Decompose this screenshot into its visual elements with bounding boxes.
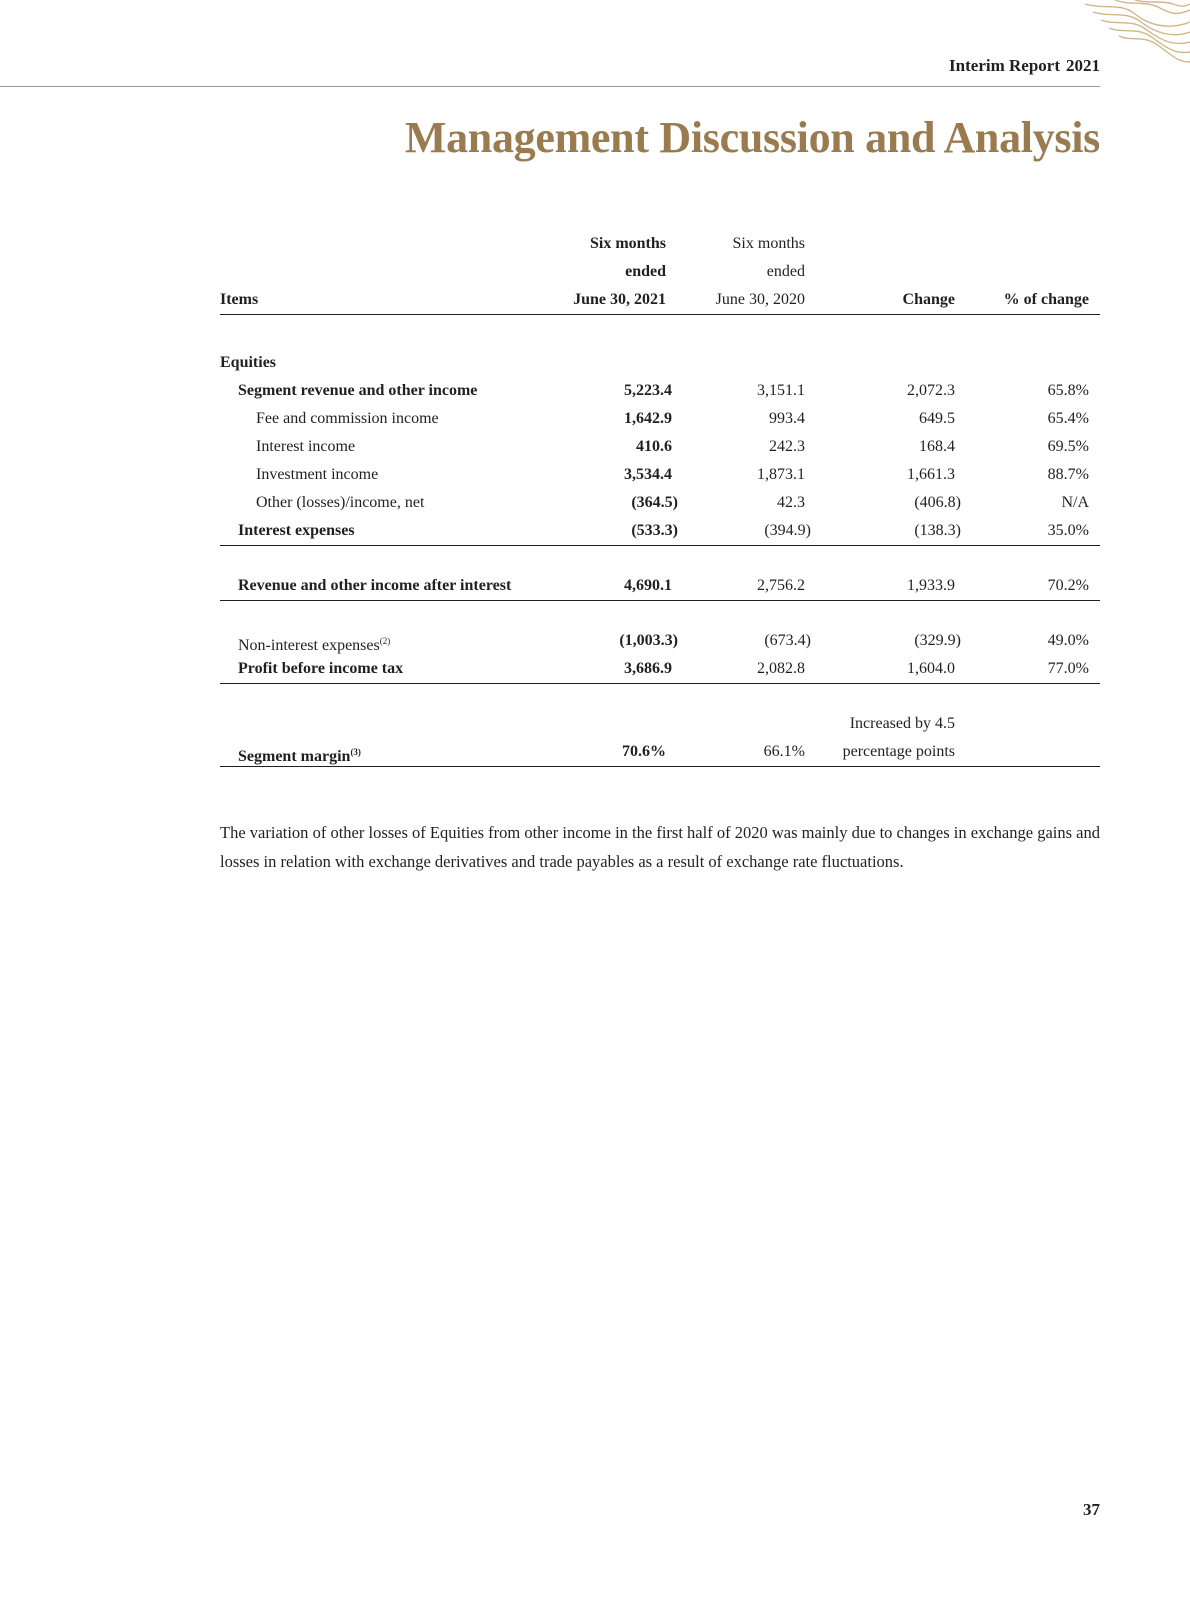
row-label: Profit before income tax bbox=[238, 660, 404, 677]
page-header bbox=[0, 0, 1100, 87]
value-2021: 410.6 bbox=[636, 438, 672, 455]
table-row bbox=[220, 461, 1100, 489]
table-row bbox=[220, 655, 1100, 684]
value-change: 168.4 bbox=[919, 438, 955, 455]
table-row bbox=[220, 433, 1100, 461]
value-2021: (533.3) bbox=[631, 522, 678, 539]
value-pct: 88.7% bbox=[1047, 466, 1089, 483]
value-change: (406.8) bbox=[914, 494, 961, 511]
value-2021: (364.5) bbox=[631, 494, 678, 511]
report-year: 2021 bbox=[1066, 56, 1100, 75]
value-change: (329.9) bbox=[914, 632, 961, 649]
footnote-ref: (3) bbox=[350, 747, 361, 757]
value-2020: 993.4 bbox=[769, 410, 805, 427]
table-header bbox=[220, 230, 1100, 315]
table-row bbox=[220, 377, 1100, 405]
value-2021: 3,534.4 bbox=[624, 466, 672, 483]
header-change: Change bbox=[902, 291, 955, 308]
value-pct: 69.5% bbox=[1047, 438, 1089, 455]
segment-margin-2021: 70.6% bbox=[622, 743, 666, 760]
header-pct-change: % of change bbox=[1003, 291, 1089, 308]
value-pct: 77.0% bbox=[1047, 660, 1089, 677]
value-2020: 2,082.8 bbox=[757, 660, 805, 677]
header-2020-line1: Six months bbox=[732, 235, 805, 252]
row-label: Segment revenue and other income bbox=[238, 382, 478, 399]
row-label: Investment income bbox=[256, 466, 379, 483]
value-pct: 65.4% bbox=[1047, 410, 1089, 427]
value-change: 2,072.3 bbox=[907, 382, 955, 399]
value-2020: 1,873.1 bbox=[757, 466, 805, 483]
value-change: 1,604.0 bbox=[907, 660, 955, 677]
report-name: Interim Report bbox=[949, 56, 1060, 75]
table-row bbox=[220, 517, 1100, 546]
segment-margin-2020: 66.1% bbox=[763, 743, 805, 760]
value-pct: 70.2% bbox=[1047, 577, 1089, 594]
value-2021: 5,223.4 bbox=[624, 382, 672, 399]
header-2020-line2: ended bbox=[766, 263, 805, 280]
page-title: Management Discussion and Analysis bbox=[404, 113, 1100, 162]
segment-margin-text: Segment margin bbox=[238, 748, 351, 765]
value-2021: 4,690.1 bbox=[624, 577, 672, 594]
equities-financial-table bbox=[220, 230, 1100, 767]
row-label: Other (losses)/income, net bbox=[256, 494, 425, 511]
row-label: Interest income bbox=[256, 438, 356, 455]
page-number: 37 bbox=[1083, 1500, 1100, 1519]
header-2021-line3: June 30, 2021 bbox=[573, 291, 666, 308]
segment-margin-change-line1: Increased by 4.5 bbox=[849, 715, 955, 732]
value-2020: (394.9) bbox=[764, 522, 811, 539]
value-change: (138.3) bbox=[914, 522, 961, 539]
header-items: Items bbox=[220, 291, 259, 308]
value-pct: 65.8% bbox=[1047, 382, 1089, 399]
header-2021-line2: ended bbox=[625, 263, 666, 280]
row-label: Fee and commission income bbox=[256, 410, 439, 427]
row-label: Revenue and other income after interest bbox=[238, 577, 512, 594]
value-2021: 3,686.9 bbox=[624, 660, 672, 677]
segment-margin-label bbox=[238, 738, 361, 771]
value-2020: 42.3 bbox=[777, 494, 805, 511]
value-2020: (673.4) bbox=[764, 632, 811, 649]
footnote-ref: (2) bbox=[379, 636, 391, 646]
value-pct: N/A bbox=[1061, 494, 1089, 511]
value-change: 1,933.9 bbox=[907, 577, 955, 594]
section-label-row bbox=[220, 349, 1100, 377]
report-label bbox=[949, 56, 1100, 76]
explanatory-note: The variation of other losses of Equities from other income in the first half of 2020 was mainly due to changes in exchange gains and losses in relation with exchange derivatives and trade payables as a result of exchange rate fluctuations. bbox=[220, 823, 1100, 871]
row-label-text: Non-interest expenses bbox=[238, 637, 380, 654]
table-row bbox=[220, 627, 1100, 655]
value-change: 1,661.3 bbox=[907, 466, 955, 483]
value-pct: 35.0% bbox=[1047, 522, 1089, 539]
value-change: 649.5 bbox=[919, 410, 955, 427]
table-row bbox=[220, 572, 1100, 601]
table-row bbox=[220, 405, 1100, 433]
value-2021: 1,642.9 bbox=[624, 410, 672, 427]
value-2020: 242.3 bbox=[769, 438, 805, 455]
segment-margin-change-line2: percentage points bbox=[842, 743, 955, 760]
header-2021-line1: Six months bbox=[589, 235, 666, 252]
value-2020: 2,756.2 bbox=[757, 577, 805, 594]
value-pct: 49.0% bbox=[1047, 632, 1089, 649]
row-label: Interest expenses bbox=[238, 522, 355, 539]
section-label: Equities bbox=[220, 354, 277, 371]
value-2021: (1,003.3) bbox=[619, 632, 678, 649]
value-2020: 3,151.1 bbox=[757, 382, 805, 399]
table-row bbox=[220, 489, 1100, 517]
header-2020-line3: June 30, 2020 bbox=[715, 291, 805, 308]
segment-margin-row bbox=[220, 710, 1100, 767]
